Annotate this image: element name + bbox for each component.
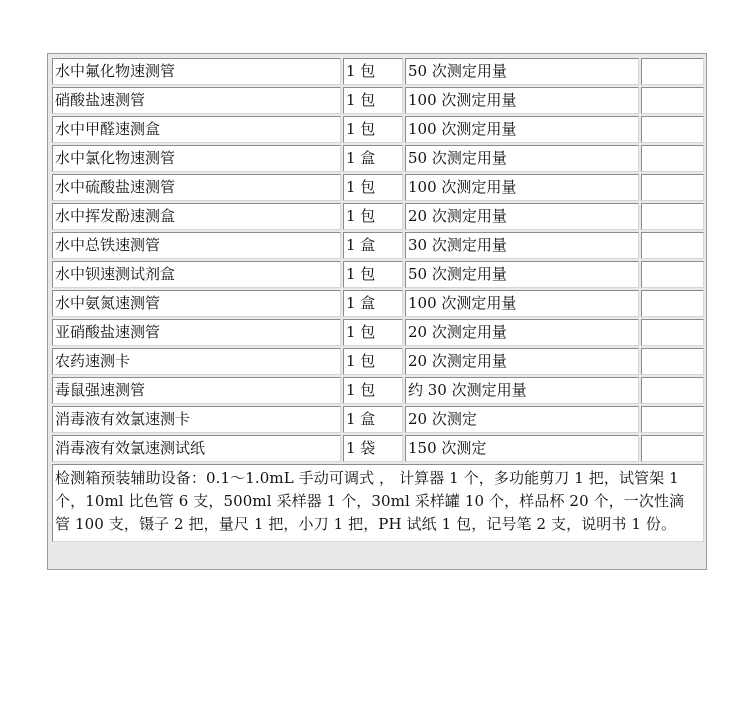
usage-cell: 100 次测定用量 — [405, 116, 639, 143]
quantity-cell: 1 盒 — [343, 232, 403, 259]
quantity-cell: 1 包 — [343, 261, 403, 288]
usage-cell: 50 次测定用量 — [405, 145, 639, 172]
table-row — [52, 406, 704, 433]
item-name-cell: 硝酸盐速测管 — [52, 87, 341, 114]
table-row — [52, 377, 704, 404]
table-row — [52, 435, 704, 462]
item-name-cell: 水中挥发酚速测盒 — [52, 203, 341, 230]
empty-cell — [641, 435, 704, 462]
table-row — [52, 58, 704, 85]
item-name-cell: 水中甲醛速测盒 — [52, 116, 341, 143]
empty-cell — [641, 58, 704, 85]
empty-cell — [641, 261, 704, 288]
empty-cell — [641, 319, 704, 346]
table-row — [52, 319, 704, 346]
quantity-cell: 1 袋 — [343, 435, 403, 462]
table-row — [52, 232, 704, 259]
usage-cell: 50 次测定用量 — [405, 261, 639, 288]
quantity-cell: 1 包 — [343, 319, 403, 346]
item-name-cell: 消毒液有效氯速测卡 — [52, 406, 341, 433]
table-row — [52, 145, 704, 172]
usage-cell: 30 次测定用量 — [405, 232, 639, 259]
item-name-cell: 水中硫酸盐速测管 — [52, 174, 341, 201]
table-row — [52, 203, 704, 230]
empty-cell — [641, 377, 704, 404]
usage-cell: 20 次测定 — [405, 406, 639, 433]
usage-cell: 100 次测定用量 — [405, 290, 639, 317]
equipment-table-body — [52, 58, 704, 462]
quantity-cell: 1 包 — [343, 58, 403, 85]
usage-cell: 20 次测定用量 — [405, 348, 639, 375]
item-name-cell: 消毒液有效氯速测试纸 — [52, 435, 341, 462]
quantity-cell: 1 盒 — [343, 406, 403, 433]
usage-cell: 约 30 次测定用量 — [405, 377, 639, 404]
usage-cell: 100 次测定用量 — [405, 174, 639, 201]
table-row — [52, 348, 704, 375]
usage-cell: 100 次测定用量 — [405, 87, 639, 114]
empty-cell — [641, 116, 704, 143]
table-row — [52, 116, 704, 143]
item-name-cell: 水中氯化物速测管 — [52, 145, 341, 172]
table-row — [52, 87, 704, 114]
item-name-cell: 农药速测卡 — [52, 348, 341, 375]
quantity-cell: 1 包 — [343, 203, 403, 230]
equipment-list-sheet — [47, 53, 707, 570]
usage-cell: 50 次测定用量 — [405, 58, 639, 85]
table-row — [52, 174, 704, 201]
usage-cell: 20 次测定用量 — [405, 203, 639, 230]
item-name-cell: 水中钡速测试剂盒 — [52, 261, 341, 288]
empty-cell — [641, 232, 704, 259]
empty-cell — [641, 145, 704, 172]
empty-cell — [641, 348, 704, 375]
quantity-cell: 1 包 — [343, 348, 403, 375]
quantity-cell: 1 盒 — [343, 145, 403, 172]
usage-cell: 150 次测定 — [405, 435, 639, 462]
empty-cell — [641, 87, 704, 114]
quantity-cell: 1 包 — [343, 87, 403, 114]
item-name-cell: 水中总铁速测管 — [52, 232, 341, 259]
quantity-cell: 1 盒 — [343, 290, 403, 317]
empty-cell — [641, 406, 704, 433]
accessories-note: 检测箱预装辅助设备：0.1～1.0mL 手动可调式 ， 计算器 1 个，多功能剪刀 1 把，试管架 1 个，10ml 比色管 6 支，500ml 采样器 1 个，30ml 采样罐 10 个，样品杯 20 个，一次性滴管 100 支，镊子 2 把，量尺 1 把，小刀 1 把，PH 试纸 1 包，记号笔 2 支，说明书 1 份。 — [52, 464, 704, 542]
item-name-cell: 水中氟化物速测管 — [52, 58, 341, 85]
note-row — [52, 464, 704, 542]
item-name-cell: 亚硝酸盐速测管 — [52, 319, 341, 346]
usage-cell: 20 次测定用量 — [405, 319, 639, 346]
quantity-cell: 1 包 — [343, 377, 403, 404]
quantity-cell: 1 包 — [343, 116, 403, 143]
quantity-cell: 1 包 — [343, 174, 403, 201]
item-name-cell: 水中氨氮速测管 — [52, 290, 341, 317]
table-row — [52, 290, 704, 317]
empty-cell — [641, 203, 704, 230]
empty-cell — [641, 174, 704, 201]
equipment-table — [50, 56, 706, 544]
table-row — [52, 261, 704, 288]
item-name-cell: 毒鼠强速测管 — [52, 377, 341, 404]
empty-cell — [641, 290, 704, 317]
